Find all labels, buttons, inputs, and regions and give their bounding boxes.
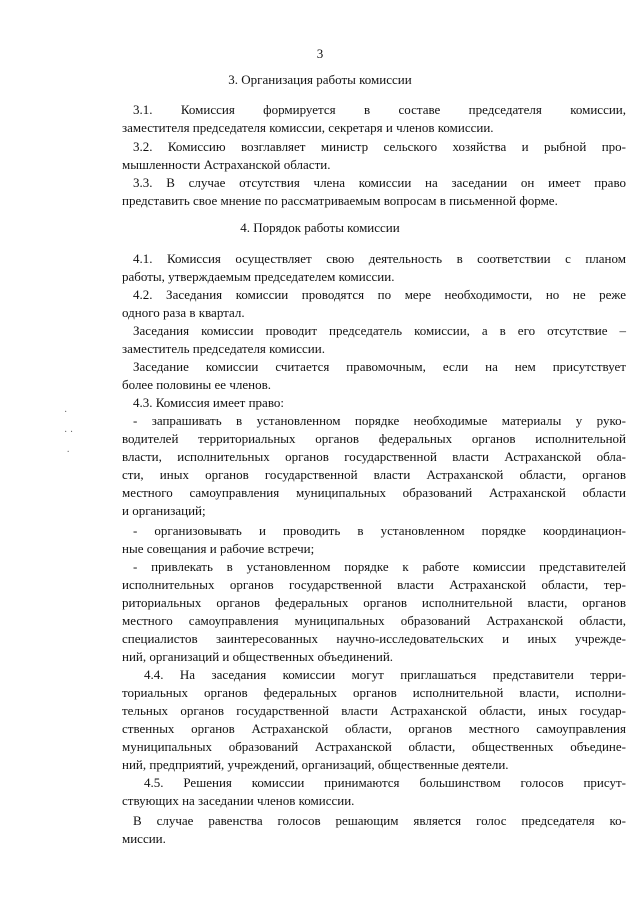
text-line: тельных органов государственной власти Астраханской области, иных государ- [122, 703, 626, 718]
text-line: представить свое мнение по рассматриваемым вопросам в письменной форме. [122, 193, 558, 208]
text-line: 4.3. Комиссия имеет право: [133, 395, 284, 410]
text-line: ториальных органов федеральных органов исполнительной власти, исполни- [122, 685, 626, 700]
text-line: одного раза в квартал. [122, 305, 245, 320]
text-line: сти, иных органов государственной власти Астраханской области, органов [122, 467, 626, 482]
text-line: власти, исполнительных органов государственной власти Астраханской обла- [122, 449, 626, 464]
text-line: мышленности Астраханской области. [122, 157, 331, 172]
text-line: специалистов заинтересованных научно-исследовательских и иных учрежде- [122, 631, 626, 646]
section-heading-4: 4. Порядок работы комиссии [240, 220, 400, 235]
text-line: В случае равенства голосов решающим является голос председателя ко- [133, 813, 626, 828]
text-line: 4.1. Комиссия осуществляет свою деятельность в соответствии с планом [133, 251, 626, 266]
text-line: 4.5. Решения комиссии принимаются большинством голосов присут- [144, 775, 626, 790]
text-line: 4.2. Заседания комиссии проводятся по мере необходимости, но не реже [133, 287, 626, 302]
text-line: местного самоуправления муниципальных образований Астраханской области, [122, 613, 626, 628]
section-heading-3: 3. Организация работы комиссии [228, 72, 412, 87]
text-line: ний, предприятий, учреждений, организаций, общественные деятели. [122, 757, 509, 772]
text-line: - запрашивать в установленном порядке необходимые материалы у руко- [133, 413, 626, 428]
text-line: - организовывать и проводить в установленном порядке координацион- [133, 523, 626, 538]
text-line: 3.2. Комиссию возглавляет министр сельского хозяйства и рыбной про- [133, 139, 626, 154]
text-line: ствующих на заседании членов комиссии. [122, 793, 355, 808]
text-line: - привлекать в установленном порядке к работе комиссии представителей [133, 559, 626, 574]
text-line: работы, утверждаемым председателем комиссии. [122, 269, 395, 284]
text-line: Заседания комиссии проводит председатель комиссии, а в его отсутствие – [133, 323, 626, 338]
text-line: водителей территориальных органов федеральных органов исполнительной [122, 431, 626, 446]
text-line: местного самоуправления муниципальных образований Астраханской области [122, 485, 626, 500]
page-number: 3 [316, 46, 324, 61]
text-line: более половины ее членов. [122, 377, 271, 392]
text-line: заместитель председателя комиссии. [122, 341, 325, 356]
text-line: ний, организаций и общественных объединений. [122, 649, 394, 664]
text-line: исполнительных органов государственной власти Астраханской области, тер- [122, 577, 626, 592]
text-line: миссии. [122, 831, 166, 846]
text-line: заместителя председателя комиссии, секретаря и членов комиссии. [122, 120, 494, 135]
text-line: муниципальных образований Астраханской области, общественных объедине- [122, 739, 626, 754]
text-line: Заседание комиссии считается правомочным, если на нем присутствует [133, 359, 626, 374]
text-line: 4.4. На заседания комиссии могут приглашаться представители терри- [144, 667, 626, 682]
text-line: и организаций; [122, 503, 206, 518]
text-line: ные совещания и рабочие встречи; [122, 541, 315, 556]
text-line: 3.1. Комиссия формируется в составе председателя комиссии, [133, 102, 626, 117]
scan-marks: · · · · [64, 407, 74, 458]
text-line: риториальных органов федеральных органов исполнительной власти, органов [122, 595, 626, 610]
text-line: 3.3. В случае отсутствия члена комиссии на заседании он имеет право [133, 175, 626, 190]
text-line: ственных органов Астраханской области, органов местного самоуправления [122, 721, 626, 736]
